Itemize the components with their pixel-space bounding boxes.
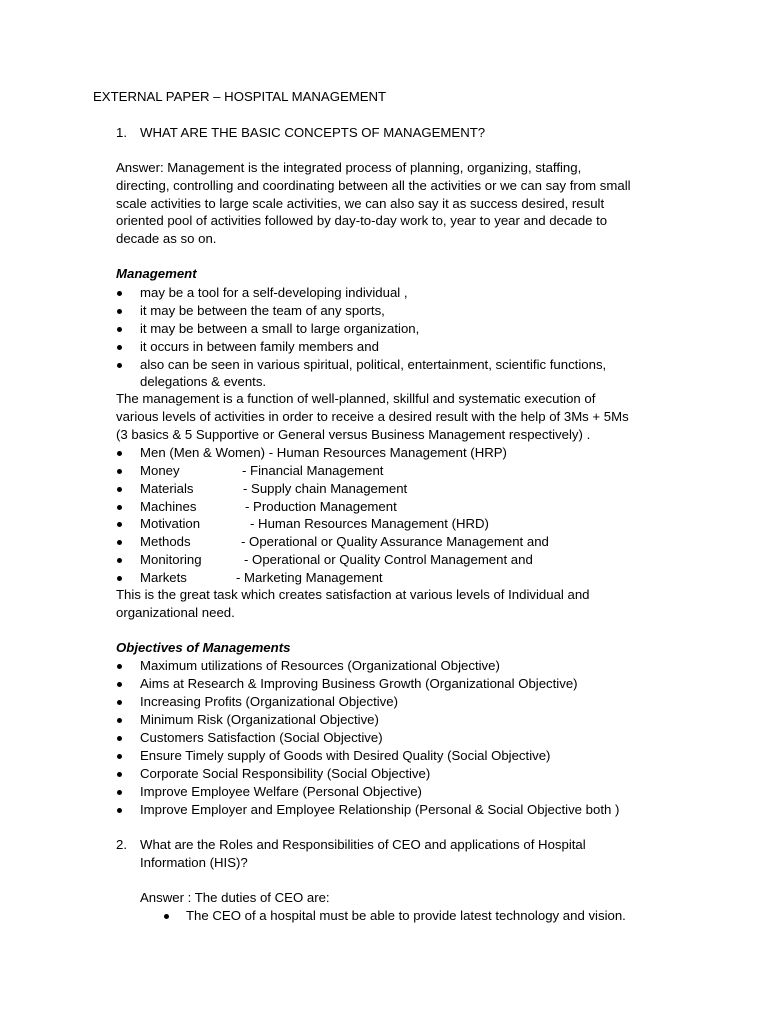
m-item-desc: - Human Resources Management (HRD) (250, 516, 489, 531)
objective-item: Improve Employee Welfare (Personal Objective) (140, 784, 422, 799)
bullet-icon (117, 754, 122, 759)
answer-1-line: Answer: Management is the integrated process of planning, organizing, staffing, (116, 160, 582, 175)
management-bullet: may be a tool for a self-developing individual , (140, 285, 408, 300)
bullet-icon (117, 505, 122, 510)
m-item-desc: - Operational or Quality Assurance Management and (241, 534, 549, 549)
m-item-desc: - Production Management (245, 499, 397, 514)
bullet-icon (117, 451, 122, 456)
objective-item: Improve Employer and Employee Relationship (Personal & Social Objective both ) (140, 802, 620, 817)
m-item-name: Men (Men & Women) - Human Resources Management (HRP) (140, 445, 507, 460)
document-title: EXTERNAL PAPER – HOSPITAL MANAGEMENT (93, 89, 387, 104)
ceo-duty-item: The CEO of a hospital must be able to provide latest technology and vision. (186, 908, 626, 923)
bullet-icon (117, 345, 122, 350)
m-item-desc: - Marketing Management (236, 570, 383, 585)
objective-item: Aims at Research & Improving Business Growth (Organizational Objective) (140, 676, 578, 691)
m-item-desc: - Financial Management (242, 463, 384, 478)
m-item-desc: - Operational or Quality Control Management and (244, 552, 533, 567)
bullet-icon (117, 576, 122, 581)
bullet-icon (117, 363, 122, 368)
bullet-icon (117, 736, 122, 741)
paragraph-line: This is the great task which creates satisfaction at various levels of Individual and (116, 587, 590, 602)
objectives-heading: Objectives of Managements (116, 640, 291, 655)
management-bullet: it occurs in between family members and (140, 339, 379, 354)
bullet-icon (117, 291, 122, 296)
m-item-name: Machines (140, 499, 197, 514)
objective-item: Maximum utilizations of Resources (Organizational Objective) (140, 658, 500, 673)
m-item-name: Markets (140, 570, 187, 585)
paragraph-line: The management is a function of well-planned, skillful and systematic execution of (116, 391, 596, 406)
bullet-icon (117, 309, 122, 314)
bullet-icon (117, 682, 122, 687)
answer-1-line: decade as so on. (116, 231, 217, 246)
bullet-icon (117, 772, 122, 777)
paragraph-line: organizational need. (116, 605, 235, 620)
objective-item: Increasing Profits (Organizational Objective) (140, 694, 398, 709)
paragraph-line: various levels of activities in order to receive a desired result with the help of 3Ms + 5Ms (116, 409, 629, 424)
bullet-icon (117, 487, 122, 492)
question-2-text: Information (HIS)? (140, 855, 248, 870)
m-item-name: Materials (140, 481, 194, 496)
m-item-name: Monitoring (140, 552, 202, 567)
objective-item: Customers Satisfaction (Social Objective) (140, 730, 383, 745)
management-bullet: it may be between the team of any sports, (140, 303, 385, 318)
bullet-icon (117, 540, 122, 545)
question-2-text: What are the Roles and Responsibilities of CEO and applications of Hospital (140, 837, 586, 852)
bullet-icon (117, 718, 122, 723)
answer-1-line: directing, controlling and coordinating between all the activities or we can say from small (116, 178, 631, 193)
objective-item: Ensure Timely supply of Goods with Desired Quality (Social Objective) (140, 748, 551, 763)
bullet-icon (117, 522, 122, 527)
question-1-text: WHAT ARE THE BASIC CONCEPTS OF MANAGEMENT? (140, 125, 486, 140)
question-2-number: 2. (116, 837, 127, 852)
answer-1-line: scale activities to large scale activities, we can also say it as success desired, result (116, 196, 605, 211)
management-heading: Management (116, 266, 197, 281)
management-bullet-continuation: delegations & events. (140, 374, 267, 389)
m-item-name: Methods (140, 534, 191, 549)
m-item-desc: - Supply chain Management (243, 481, 408, 496)
bullet-icon (117, 808, 122, 813)
objective-item: Minimum Risk (Organizational Objective) (140, 712, 379, 727)
bullet-icon (164, 914, 169, 919)
answer-2-intro: Answer : The duties of CEO are: (140, 890, 330, 905)
question-1-number: 1. (116, 125, 127, 140)
objective-item: Corporate Social Responsibility (Social Objective) (140, 766, 431, 781)
bullet-icon (117, 700, 122, 705)
bullet-icon (117, 790, 122, 795)
bullet-icon (117, 664, 122, 669)
paragraph-line: (3 basics & 5 Supportive or General versus Business Management respectively) . (116, 427, 591, 442)
m-item-name: Motivation (140, 516, 201, 531)
management-bullet: it may be between a small to large organization, (140, 321, 420, 336)
bullet-icon (117, 327, 122, 332)
answer-1-line: oriented pool of activities followed by day-to-day work to, year to year and decade to (116, 213, 608, 228)
bullet-icon (117, 558, 122, 563)
m-item-name: Money (140, 463, 180, 478)
bullet-icon (117, 469, 122, 474)
management-bullet: also can be seen in various spiritual, political, entertainment, scientific functions, (140, 357, 607, 372)
